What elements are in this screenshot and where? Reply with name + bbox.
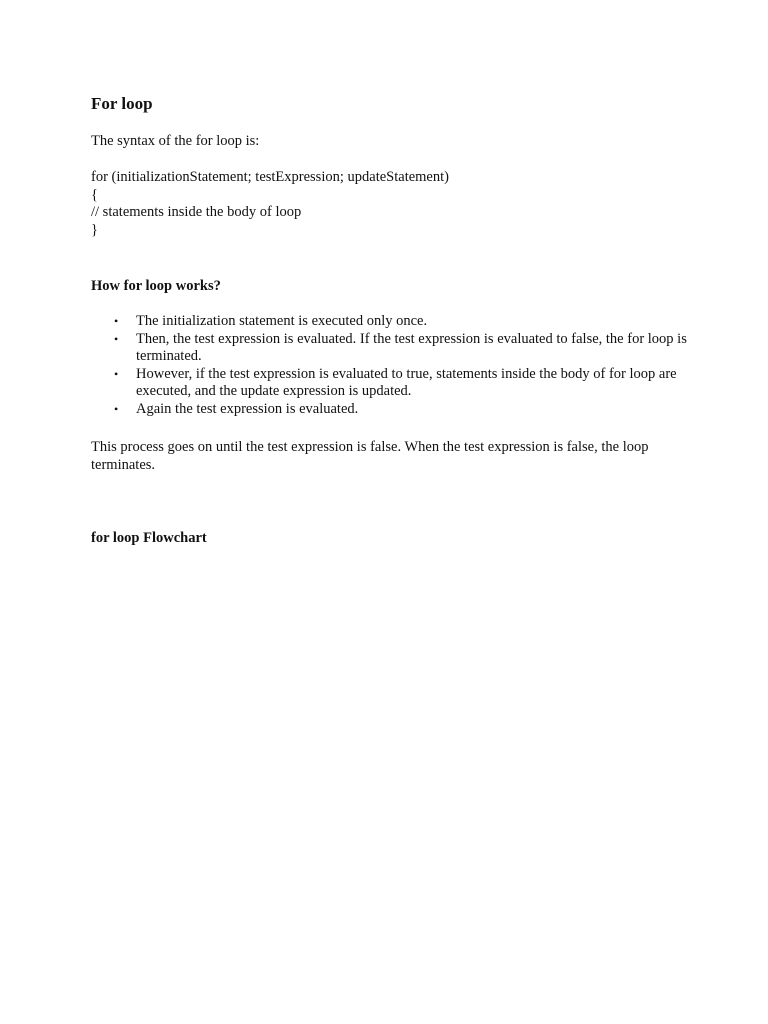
bullet-icon: • [114, 314, 119, 328]
steps-list [91, 313, 691, 418]
syntax-line-2: { [91, 187, 98, 203]
list-item-text: Then, the test expression is evaluated. If the test expression is evaluated to false, the for loop is terminated. [136, 330, 687, 364]
closing-paragraph: This process goes on until the test expression is false. When the test expression is false, the loop terminates. [91, 439, 649, 473]
list-item-text: The initialization statement is executed only once. [136, 313, 428, 329]
page-title: For loop [91, 94, 153, 113]
intro-text: The syntax of the for loop is: [91, 133, 260, 149]
syntax-line-3: // statements inside the body of loop [91, 204, 302, 220]
how-it-works-heading: How for loop works? [91, 278, 221, 294]
list-item-text: Again the test expression is evaluated. [136, 400, 359, 417]
flowchart-heading: for loop Flowchart [91, 530, 207, 546]
list-item [91, 331, 691, 366]
list-item-text: However, if the test expression is evaluated to true, statements inside the body of for loop are executed, and the update expression is updated. [136, 365, 677, 399]
bullet-icon: • [114, 366, 119, 381]
bullet-icon: • [114, 401, 119, 416]
list-item [91, 401, 691, 419]
list-item [91, 366, 691, 401]
syntax-line-1: for (initializationStatement; testExpression; updateStatement) [91, 169, 449, 185]
bullet-icon: • [114, 331, 119, 346]
list-item [91, 313, 691, 331]
syntax-line-4: } [91, 222, 98, 238]
